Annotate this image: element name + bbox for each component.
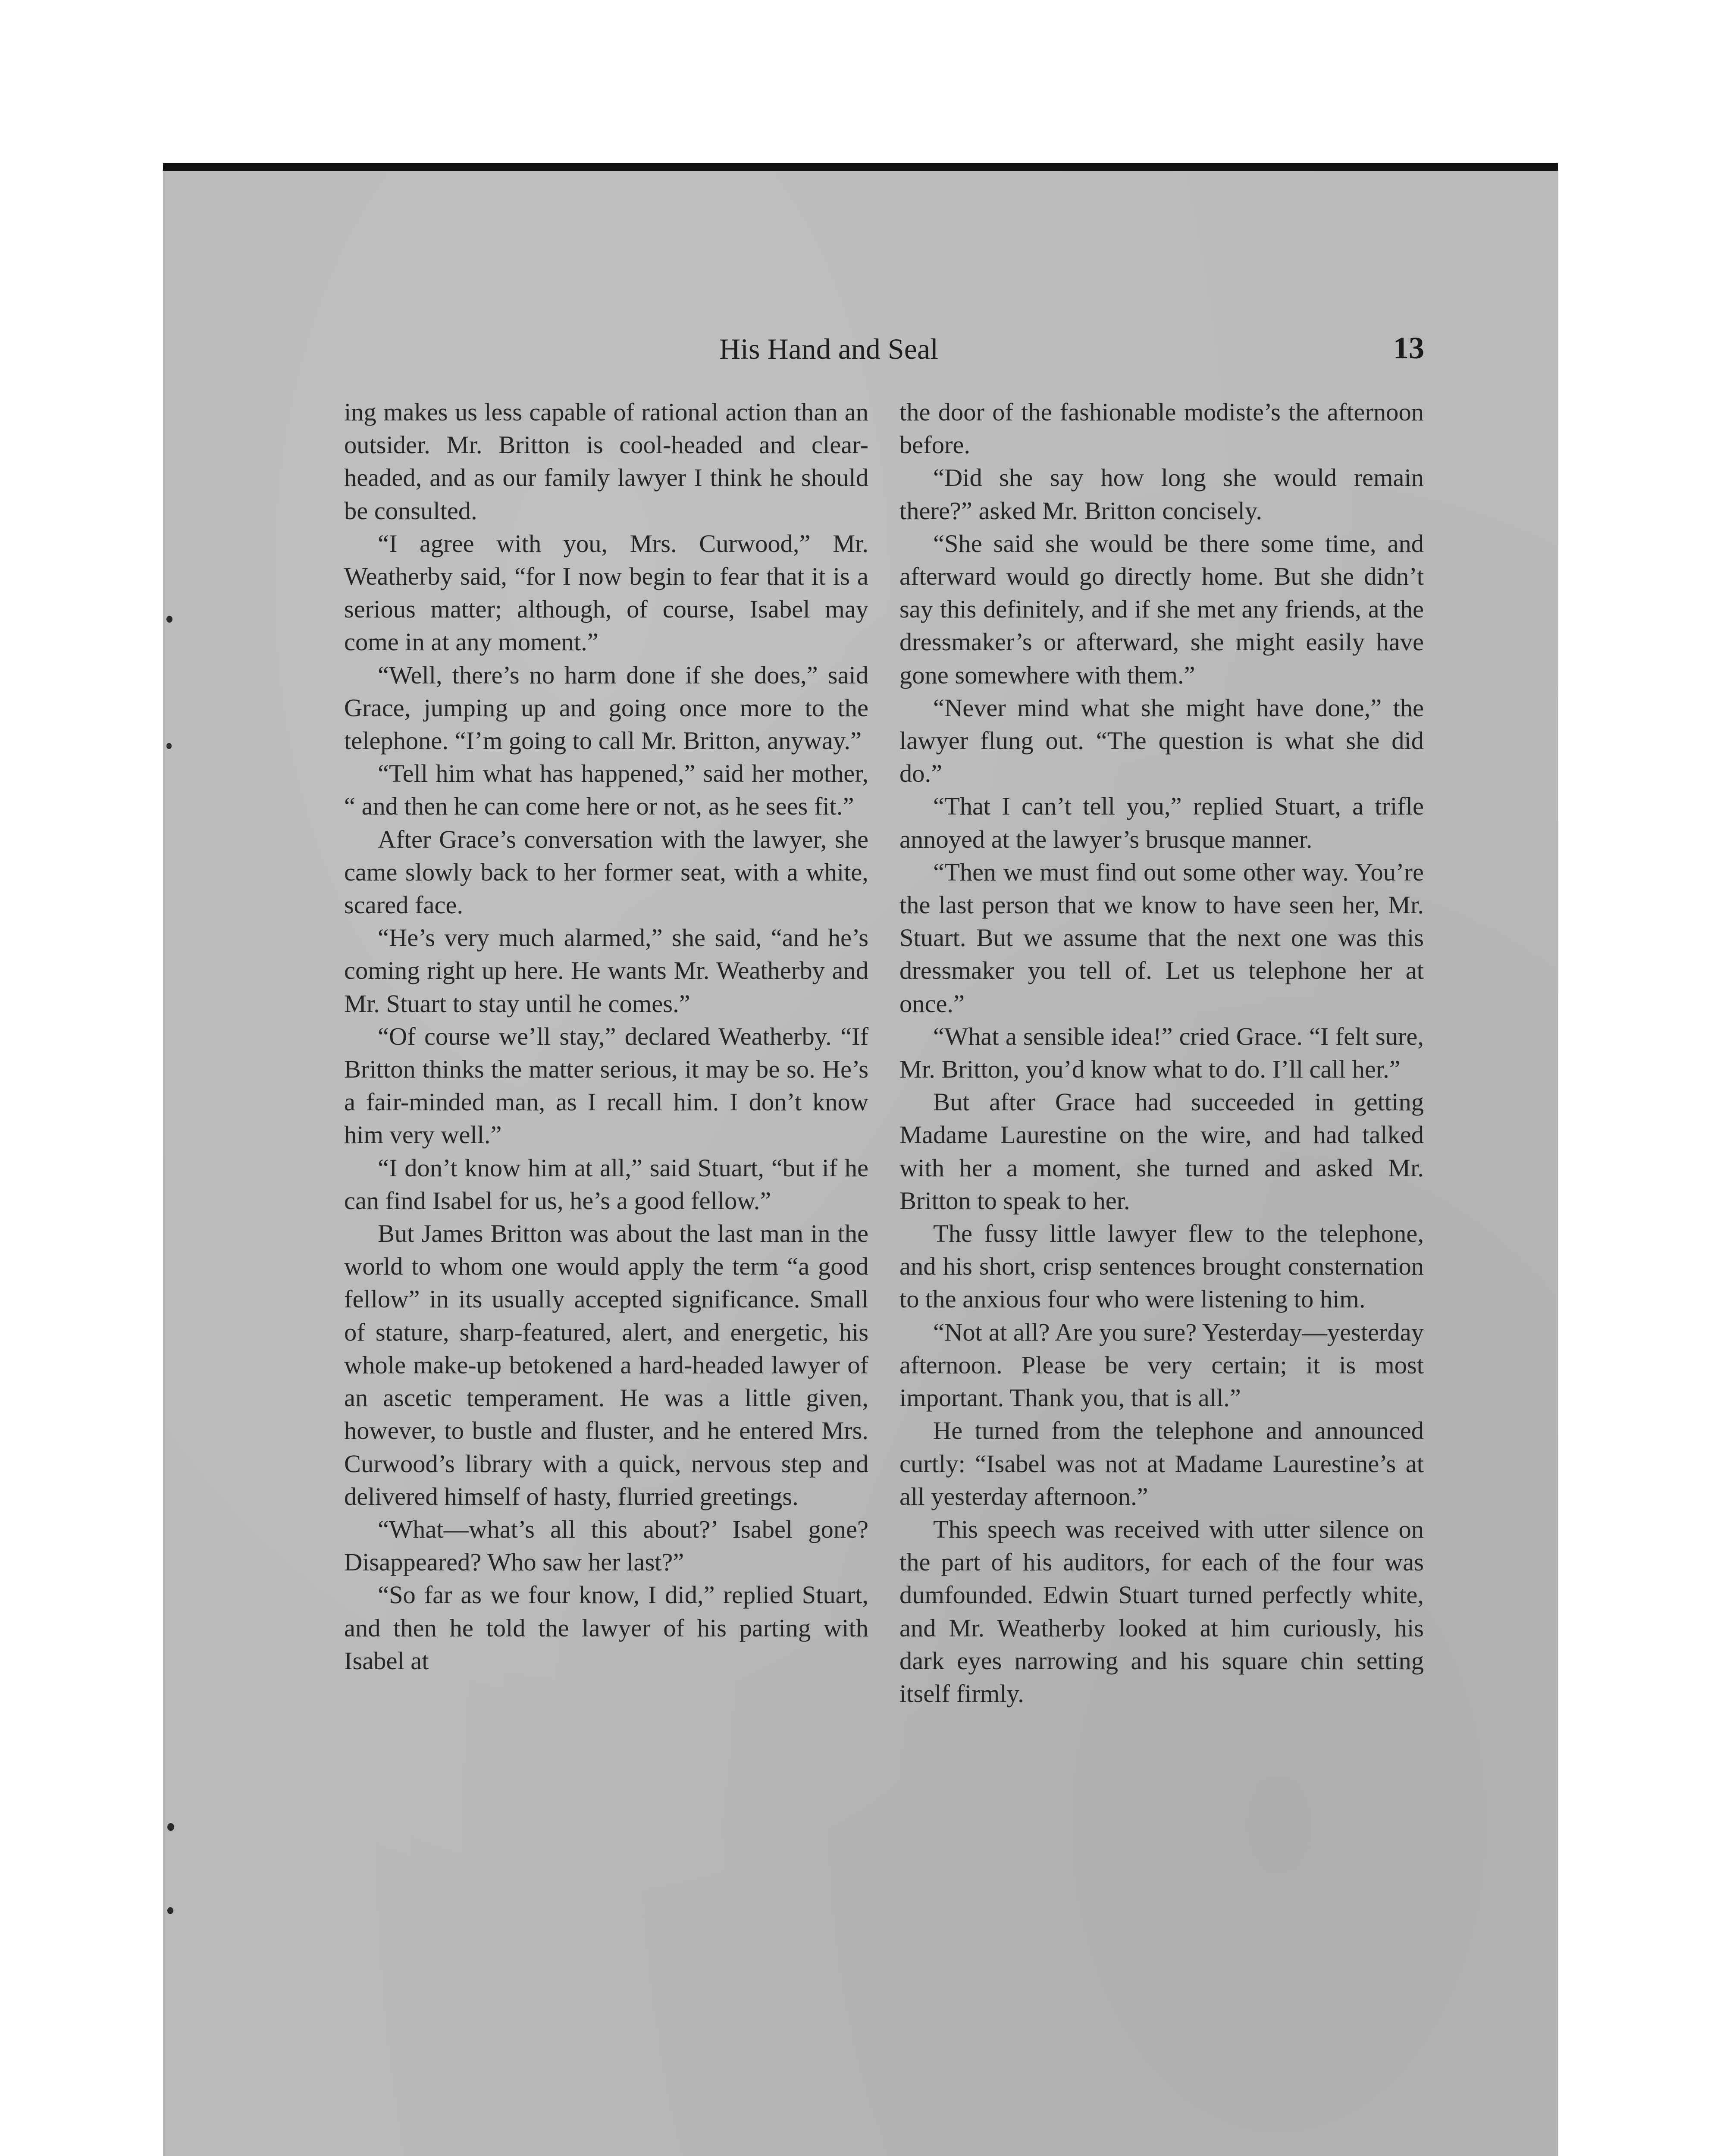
paragraph: “So far as we four know, I did,” replied Stuart, and then he told the lawyer of his parting with Isabel at — [344, 1581, 868, 1675]
paragraph: “Did she say how long she would remain there?” asked Mr. Britton concisely. — [899, 464, 1424, 525]
paragraph: But James Britton was about the last man in the world to whom one would apply the term “a good fellow” in its usually accepted significance. Small of stature, sharp-featured, alert, and energetic, his whole make-up betokened a hard-headed lawyer of an ascetic temperament. He was a little given, however, to bustle and fluster, and he entered Mrs. Curwood’s library with a quick, nervous step and delivered himself of hasty, flurried greetings. — [344, 1219, 868, 1510]
paragraph: “Never mind what she might have done,” the lawyer flung out. “The question is what she did do.” — [899, 693, 1424, 788]
paragraph: “Of course we’ll stay,” declared Weatherby. “If Britton thinks the matter serious, it may be so. He’s a fair-minded man, as I recall him. I don’t know him very well.” — [344, 1022, 868, 1149]
scanned-page — [163, 163, 1558, 2156]
paragraph: After Grace’s conversation with the lawyer, she came slowly back to her former seat, with a white, scared face. — [344, 825, 868, 919]
paragraph: “Then we must find out some other way. You’re the last person that we know to have seen her, Mr. Stuart. But we assume that the next one was this dressmaker you tell of. Let us telephone her at once.” — [899, 858, 1424, 1018]
paragraph: “Not at all? Are you sure? Yesterday—yesterday afternoon. Please be very certain; it is most important. Thank you, that is all.” — [899, 1318, 1424, 1412]
binding-hole-mark — [166, 616, 172, 623]
paragraph: But after Grace had succeeded in getting Madame Laurestine on the wire, and had talked with her a moment, she turned and asked Mr. Britton to speak to her. — [899, 1088, 1424, 1215]
binding-hole-mark — [167, 1907, 173, 1914]
paragraph: The fussy little lawyer flew to the telephone, and his short, crisp sentences brought consternation to the anxious four who were listening to him. — [899, 1219, 1424, 1313]
paragraph: “I don’t know him at all,” said Stuart, “but if he can find Isabel for us, he’s a good fellow.” — [344, 1153, 868, 1215]
binding-hole-mark — [166, 743, 172, 749]
paragraph: “I agree with you, Mrs. Curwood,” Mr. Weatherby said, “for I now begin to fear that it is a serious matter; although, of course, Isabel may come in at any moment.” — [344, 529, 868, 656]
text-column-left — [344, 396, 868, 1677]
paragraph: “Well, there’s no harm done if she does,” said Grace, jumping up and going once more to the telephone. “I’m going to call Mr. Britton, anyway.” — [344, 661, 868, 755]
paragraph: “That I can’t tell you,” replied Stuart, a trifle annoyed at the lawyer’s brusque manner. — [899, 792, 1424, 853]
paragraph: “Tell him what has happened,” said her mother, “ and then he can come here or not, as he sees fit.” — [344, 759, 868, 821]
paragraph: He turned from the telephone and announced curtly: “Isabel was not at Madame Laurestine’s at all yesterday afternoon.” — [899, 1416, 1424, 1510]
binding-hole-mark — [167, 1823, 174, 1831]
page-number: 13 — [1393, 331, 1424, 365]
paragraph: This speech was received with utter silence on the part of his auditors, for each of the four was dumfounded. Edwin Stuart turned perfectly white, and Mr. Weatherby looked at him curiously, his dark eyes narrowing and his square chin setting itself firmly. — [899, 1515, 1424, 1708]
scan-top-edge — [163, 163, 1558, 171]
paragraph: “What—what’s all this about?’ Isabel gone? Disappeared? Who saw her last?” — [344, 1515, 868, 1576]
running-head: His Hand and Seal — [719, 332, 939, 365]
text-column-right — [899, 396, 1424, 1710]
paragraph: the door of the fashionable modiste’s the afternoon before. — [899, 398, 1424, 459]
paragraph: “He’s very much alarmed,” she said, “and he’s coming right up here. He wants Mr. Weatherby and Mr. Stuart to stay until he comes.” — [344, 924, 868, 1018]
paragraph: ing makes us less capable of rational action than an outsider. Mr. Britton is cool-headed and clear-headed, and as our family lawyer I think he should be consulted. — [344, 398, 868, 525]
paragraph: “What a sensible idea!” cried Grace. “I felt sure, Mr. Britton, you’d know what to do. I’ll call her.” — [899, 1022, 1424, 1084]
paragraph: “She said she would be there some time, and afterward would go directly home. But she didn’t say this definitely, and if she met any friends, at the dressmaker’s or afterward, she might easily have gone somewhere with them.” — [899, 529, 1424, 689]
